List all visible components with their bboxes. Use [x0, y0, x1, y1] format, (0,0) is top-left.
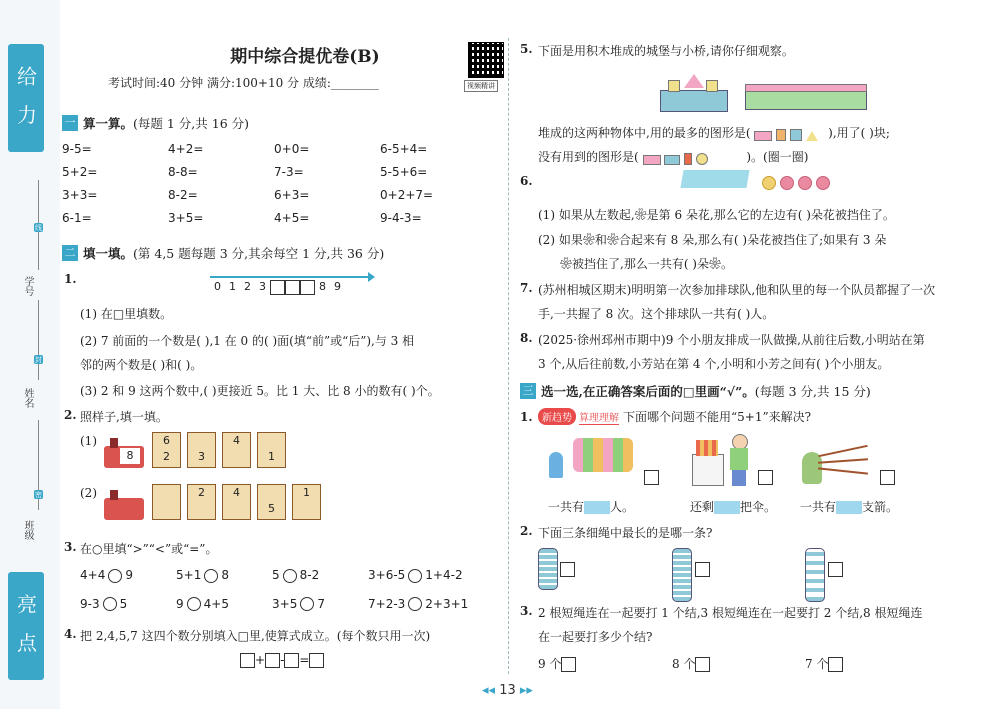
q4-equation: + - =: [240, 653, 324, 668]
q3-text: 在○里填“>”“<”或“=”。: [80, 542, 218, 556]
s3-option1: 9 个: [538, 655, 576, 672]
s2-number: 2.: [520, 524, 533, 538]
unused-shapes-icon: [643, 153, 743, 163]
s1-option2-text: 还剩 把伞。: [690, 500, 777, 514]
exam-info: 考试时间:40 分钟 满分:100+10 分 成绩:________: [108, 76, 379, 90]
q6-sub1: (1) 如果从左数起,❀是第 6 朵花,那么它的左边有( )朵花被挡住了。: [538, 208, 895, 222]
s2-option1-checkbox[interactable]: [560, 562, 575, 577]
s1-header: [538, 408, 811, 425]
number-line-blank[interactable]: [285, 280, 300, 295]
q2-text: 照样子,填一填。: [80, 410, 168, 424]
flowers-row-icon: [762, 176, 830, 190]
q1-sub2a: (2) 7 前面的一个数是( ),1 在 0 的( )面(填“前”或“后”),与 3 相: [80, 334, 415, 348]
q5-line2: 没有用到的图形是( )。(圈一圈): [538, 150, 809, 164]
s3-option1-checkbox[interactable]: [561, 657, 576, 672]
name-line: [38, 300, 39, 380]
calc-item: 3+5=: [168, 211, 204, 225]
calc-grid: [62, 142, 502, 225]
section1-header: [62, 114, 249, 132]
q7-line-a: (苏州相城区期末)明明第一次参加排球队,他和队里的每一个队员都握了一次: [538, 283, 936, 297]
number-line-tick: 9: [334, 280, 341, 293]
number-line-tick: 8: [319, 280, 326, 293]
q1-sub2b: 邻的两个数是( )和( )。: [80, 358, 203, 372]
name-label: 姓名: [22, 388, 33, 408]
calc-item: 9-4-3=: [380, 211, 422, 225]
column-divider: [508, 38, 509, 674]
s2-option2-checkbox[interactable]: [695, 562, 710, 577]
umbrella-bucket-icon: [690, 436, 724, 488]
q4-blank[interactable]: [265, 653, 280, 668]
s1-option3-blank: [836, 501, 862, 514]
calc-item: 7-3=: [274, 165, 304, 179]
qr-label: 视频精讲: [464, 80, 498, 92]
concept-tag: 算理理解: [579, 409, 619, 425]
q5-text: 下面是用积木堆成的城堡与小桥,请你仔细观察。: [538, 44, 794, 58]
arrows-vase-icon: [800, 436, 870, 488]
q1-sub3: (3) 2 和 9 这两个数中,( )更接近 5。比 1 大、比 8 小的数有( )个。: [80, 384, 440, 398]
compare-item: 9 4+5: [176, 596, 229, 611]
compare-circle[interactable]: [108, 569, 122, 583]
compare-circle[interactable]: [187, 597, 201, 611]
student-no-label: 学号: [22, 276, 33, 296]
number-line-axis: [210, 276, 370, 278]
s1-option2-blank: [714, 501, 740, 514]
castle-blocks-icon: [660, 72, 726, 110]
s3-option3: 7 个: [805, 655, 843, 672]
calc-item: 8-2=: [168, 188, 198, 202]
q6-sub2a: (2) 如果❀和❀合起来有 8 朵,那么有( )朵花被挡住了;如果有 3 朵: [538, 233, 887, 247]
section2-note: (第 4,5 题每题 3 分,其余每空 1 分,共 36 分): [133, 246, 385, 261]
number-line-blank[interactable]: [300, 280, 315, 295]
q8-line-b: 3 个,从后往前数,小芳站在第 4 个,小明和小芳之间有( )个小朋友。: [538, 357, 890, 371]
train-car: 1: [257, 432, 286, 468]
train-car: 2: [187, 484, 216, 520]
s3-option2-checkbox[interactable]: [695, 657, 710, 672]
q4-text: 把 2,4,5,7 这四个数分别填入□里,使算式成立。(每个数只用一次): [80, 629, 431, 643]
s3-line-b: 在一起要打多少个结?: [538, 630, 653, 644]
calc-item: 9-5=: [62, 142, 92, 156]
compare-item: 5+1 8: [176, 568, 229, 582]
q6-number: 6.: [520, 174, 533, 188]
q1-sub1: (1) 在□里填数。: [80, 307, 173, 321]
s1-number: 1.: [520, 410, 533, 424]
calc-item: 8-8=: [168, 165, 198, 179]
next-page-icon: ▸▸: [519, 683, 533, 698]
train-engine-number: 8: [120, 448, 140, 464]
number-line-tick: 2: [244, 280, 251, 293]
rope-spool-1-icon: [538, 548, 558, 590]
compare-item: 3+5 7: [272, 596, 325, 611]
section3-title: 选一选,在正确答案后面的□里画“√”。: [541, 384, 755, 399]
compare-item: 5 8-2: [272, 568, 320, 582]
s1-text: 下面哪个问题不能用“5+1”来解决?: [623, 410, 812, 424]
train-car: 4: [222, 484, 251, 520]
q3-number: 3.: [64, 540, 77, 554]
seal-dot-3: 密: [35, 490, 42, 499]
compare-circle[interactable]: [103, 597, 117, 611]
seal-dot-1: 线: [35, 223, 42, 232]
number-line-blank[interactable]: [270, 280, 285, 295]
compare-circle[interactable]: [300, 597, 314, 611]
q7-line-b: 手,一共握了 8 次。这个排球队一共有( )人。: [538, 307, 775, 321]
compare-item: 3+6-5 1+4-2: [368, 568, 463, 582]
section1-badge: 一: [62, 115, 78, 131]
section2-header: [62, 244, 384, 262]
compare-item: 9-3 5: [80, 596, 128, 611]
boy-illustration-icon: [726, 432, 752, 488]
q2-number: 2.: [64, 408, 77, 422]
s1-option3-checkbox[interactable]: [880, 470, 895, 485]
compare-circle[interactable]: [283, 569, 297, 583]
number-line-tick: 0: [214, 280, 221, 293]
compare-circle[interactable]: [408, 597, 422, 611]
number-line-tick: 1: [229, 280, 236, 293]
section1-note: (每题 1 分,共 16 分): [133, 116, 249, 131]
q5-number: 5.: [520, 42, 533, 56]
q4-number: 4.: [64, 627, 77, 641]
train-1: [104, 432, 286, 472]
s1-option2-checkbox[interactable]: [758, 470, 773, 485]
compare-grid: [80, 568, 500, 611]
q2-label-1: (1): [80, 434, 97, 448]
section3-header: [520, 382, 871, 400]
q7-number: 7.: [520, 281, 533, 295]
s3-number: 3.: [520, 604, 533, 618]
train-engine-icon: [104, 484, 146, 524]
q4-blank[interactable]: [240, 653, 255, 668]
s2-option3-checkbox[interactable]: [828, 562, 843, 577]
s3-line-a: 2 根短绳连在一起要打 1 个结,3 根短绳连在一起要打 2 个结,8 根短绳连: [538, 606, 923, 620]
s1-option1-blank: [584, 501, 610, 514]
train-car: [152, 484, 181, 520]
s1-option1-text: 一共有 人。: [548, 500, 635, 514]
train-engine-icon: [104, 432, 146, 472]
qr-code-icon[interactable]: [468, 42, 504, 78]
train-car: 6 2: [152, 432, 181, 468]
section3-note: (每题 3 分,共 15 分): [754, 384, 871, 399]
section2-title: 填一填。: [83, 246, 134, 261]
number-line-arrow-icon: [368, 272, 375, 282]
calc-item: 4+5=: [274, 211, 310, 225]
seal-dot-2: 封: [35, 355, 42, 364]
calc-item: 6+3=: [274, 188, 310, 202]
calc-item: 6-5+4=: [380, 142, 428, 156]
calc-item: 0+0=: [274, 142, 310, 156]
s3-option2: 8 个: [672, 655, 710, 672]
s1-option3-text: 一共有 支箭。: [800, 500, 899, 514]
calc-item: 6-1=: [62, 211, 92, 225]
train-car: 1: [292, 484, 321, 520]
q2-label-2: (2): [80, 486, 97, 500]
q4-blank[interactable]: [284, 653, 299, 668]
sidebar-tab-top: 给 力: [8, 44, 44, 152]
children-illustration-icon: [545, 432, 637, 484]
s1-option1-checkbox[interactable]: [644, 470, 659, 485]
compare-circle[interactable]: [204, 569, 218, 583]
s3-option3-checkbox[interactable]: [828, 657, 843, 672]
prev-page-icon: ◂◂: [482, 683, 496, 698]
train-car: 4: [222, 432, 251, 468]
section2-badge: 二: [62, 245, 78, 261]
number-line-tick: 3: [259, 280, 266, 293]
compare-item: 4+4 9: [80, 568, 133, 582]
page-number: ◂◂ 13 ▸▸: [482, 683, 533, 698]
q6-sub2b: ❀被挡住了,那么一共有( )朵❀。: [560, 257, 733, 271]
shapes-row-icon: [754, 129, 824, 139]
class-label: 班级: [22, 520, 33, 540]
rope-spool-3-icon: [805, 548, 825, 602]
q5-line1: 堆成的这两种物体中,用的最多的图形是( ),用了( )块;: [538, 126, 890, 140]
calc-item: 3+3=: [62, 188, 98, 202]
q8-number: 8.: [520, 331, 533, 345]
train-car: 5: [257, 484, 286, 520]
calc-item: 5-5+6=: [380, 165, 428, 179]
page-title: 期中综合提优卷(B): [230, 47, 380, 67]
sidebar-tab-bottom: 亮 点: [8, 572, 44, 680]
calc-item: 0+2+7=: [380, 188, 434, 202]
calc-item: 5+2=: [62, 165, 98, 179]
bridge-blocks-icon: [745, 84, 865, 110]
banner-ribbon-icon: [680, 170, 749, 188]
section3-badge: 三: [520, 383, 536, 399]
q8-line-a: (2025·徐州邳州市期中)9 个小朋友排成一队做操,从前往后数,小明站在第: [538, 333, 925, 347]
number-line: [210, 272, 375, 294]
compare-circle[interactable]: [408, 569, 422, 583]
compare-item: 7+2-3 2+3+1: [368, 596, 469, 611]
calc-item: 4+2=: [168, 142, 204, 156]
train-car: 3: [187, 432, 216, 468]
rope-spool-2-icon: [672, 548, 692, 602]
q4-blank[interactable]: [309, 653, 324, 668]
s2-text: 下面三条细绳中最长的是哪一条?: [538, 526, 713, 540]
q1-number: 1.: [64, 272, 77, 286]
section1-title: 算一算。: [83, 116, 134, 131]
new-trend-tag: 新趋势: [538, 408, 576, 425]
train-2: [104, 484, 321, 524]
